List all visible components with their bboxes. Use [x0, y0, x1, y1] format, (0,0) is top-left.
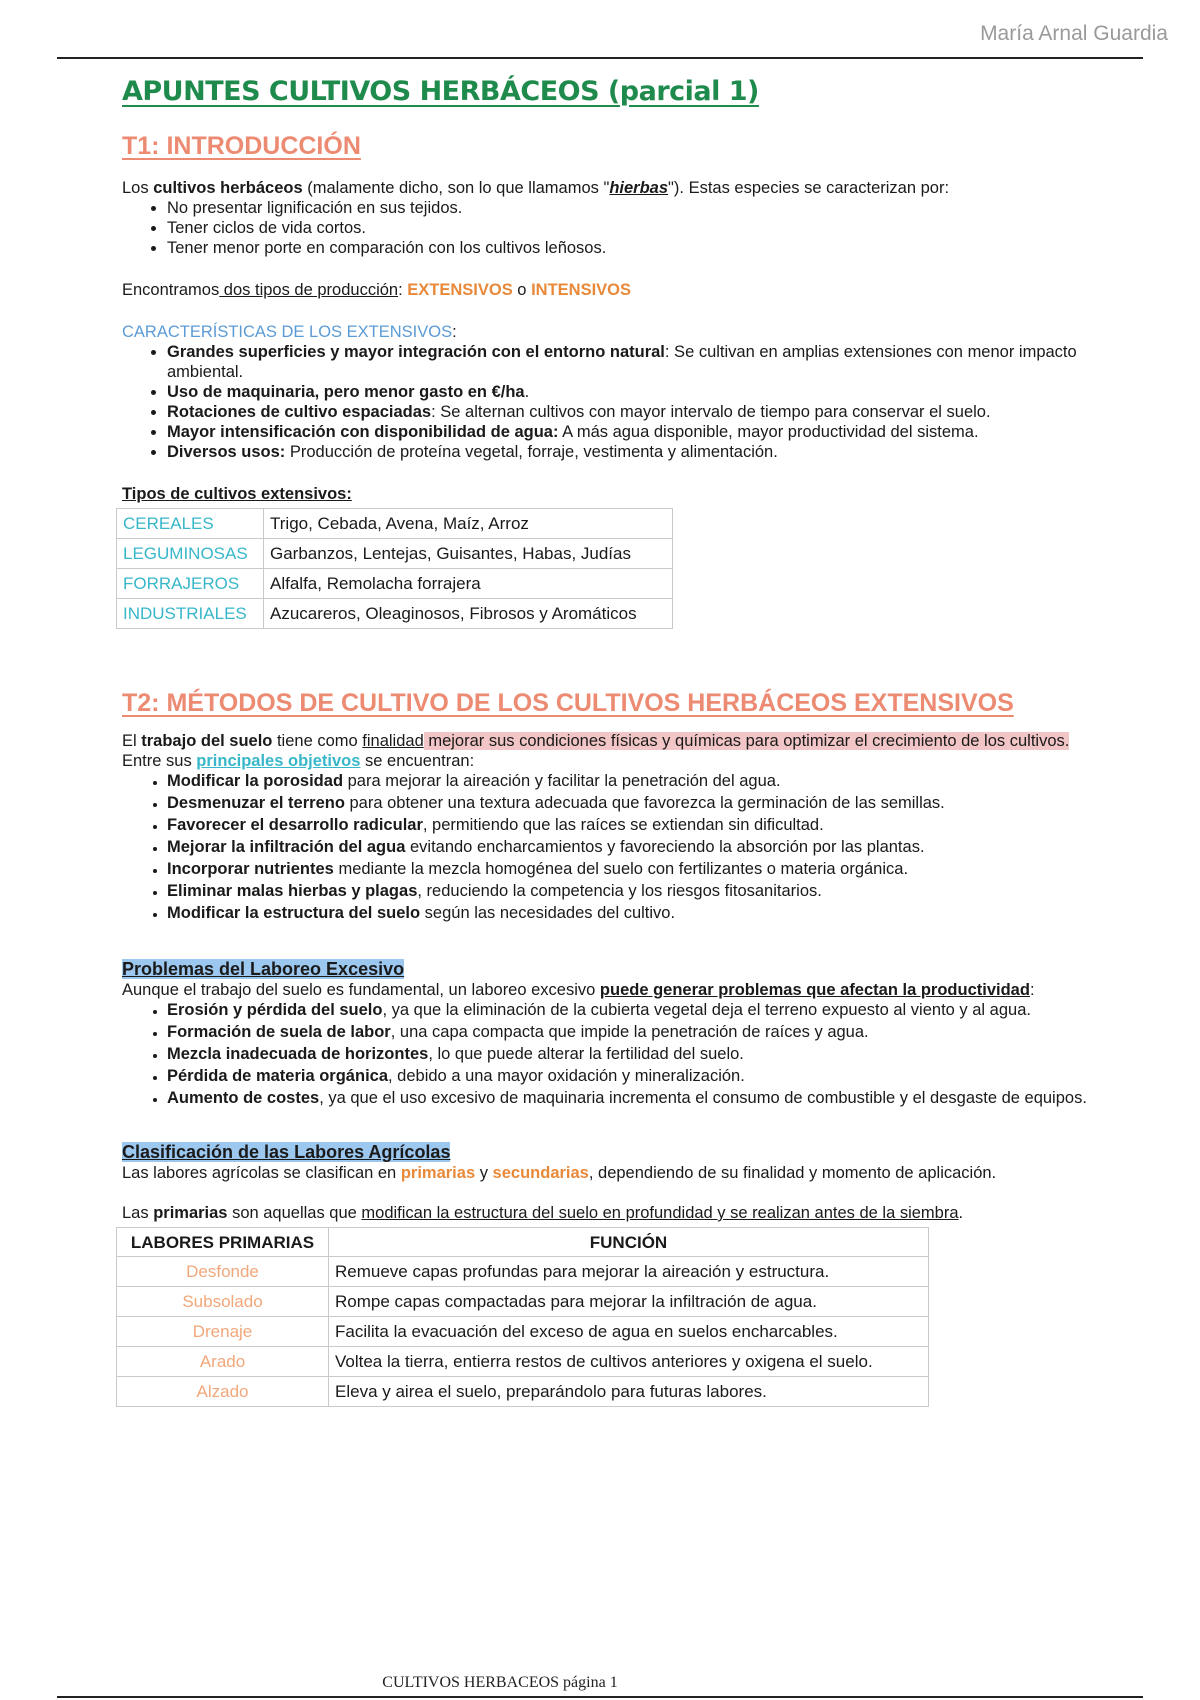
list-item: • Rotaciones de cultivo espaciadas: Se alternan cultivos con mayor intervalo de tiempo para conservar el suelo. [167, 402, 1152, 422]
table-row: FORRAJEROS Alfalfa, Remolacha forrajera [117, 569, 673, 599]
types-heading: Tipos de cultivos extensivos: [122, 485, 352, 503]
list-item: • Aumento de costes, ya que el uso excesivo de maquinaria incrementa el consumo de combustible y el desgaste de equipos. [167, 1088, 1152, 1108]
table-row: LEGUMINOSAS Garbanzos, Lentejas, Guisantes, Habas, Judías [117, 539, 673, 569]
problems-intro: Aunque el trabajo del suelo es fundamental, un laboreo excesivo puede generar problemas que afectan la productividad: [122, 981, 1035, 999]
list-item: • Erosión y pérdida del suelo, ya que la eliminación de la cubierta vegetal deja el terreno expuesto al viento y al agua. [167, 1000, 1152, 1020]
list-item: • Desmenuzar el terreno para obtener una textura adecuada que favorezca la germinación de las semillas. [167, 793, 1152, 813]
characteristics-list [122, 342, 1152, 462]
document-body [122, 70, 1152, 1407]
list-item: • Mezcla inadecuada de horizontes, lo que puede alterar la fertilidad del suelo. [167, 1044, 1152, 1064]
primarias-description: Las primarias son aquellas que modifican la estructura del suelo en profundidad y se realizan antes de la siembra. [122, 1204, 964, 1222]
objectives-intro: Entre sus principales objetivos se encuentran: [122, 752, 475, 770]
list-item: • Grandes superficies y mayor integración con el entorno natural: Se cultivan en amplias extensiones con menor impacto ambiental. [167, 342, 1152, 382]
characteristics-heading: CARACTERÍSTICAS DE LOS EXTENSIVOS: [122, 323, 457, 341]
table-row: INDUSTRIALES Azucareros, Oleaginosos, Fibrosos y Aromáticos [117, 599, 673, 629]
table-row: CEREALES Trigo, Cebada, Avena, Maíz, Arroz [117, 509, 673, 539]
table-row: Desfonde Remueve capas profundas para mejorar la aireación y estructura. [117, 1257, 929, 1287]
classification-heading: Clasificación de las Labores Agrícolas [122, 1142, 451, 1162]
problems-heading: Problemas del Laboreo Excesivo [122, 959, 405, 979]
production-types: Encontramos dos tipos de producción: EXTENSIVOS o INTENSIVOS [122, 281, 632, 299]
traits-list [122, 198, 1152, 258]
intensivos-label: INTENSIVOS [531, 281, 632, 299]
page-footer: CULTIVOS HERBACEOS página 1 [382, 1674, 618, 1691]
cultivos-herbaceos-term: cultivos herbáceos [153, 179, 303, 197]
list-item: • Mayor intensificación con disponibilidad de agua: A más agua disponible, mayor productividad del sistema. [167, 422, 1152, 442]
list-item: • Modificar la porosidad para mejorar la aireación y facilitar la penetración del agua. [167, 771, 1152, 791]
highlighted-goal: mejorar sus condiciones físicas y químicas para optimizar el crecimiento de los cultivos. [423, 732, 1070, 750]
document-title: APUNTES CULTIVOS HERBÁCEOS (parcial 1) [122, 76, 759, 107]
table-row: Arado Voltea la tierra, entierra restos de cultivos anteriores y oxigena el suelo. [117, 1347, 929, 1377]
list-item: • No presentar lignificación en sus tejidos. [167, 198, 1152, 218]
list-item: • Tener menor porte en comparación con los cultivos leñosos. [167, 238, 1152, 258]
list-item: • Mejorar la infiltración del agua evitando encharcamientos y favoreciendo la absorción por las plantas. [167, 837, 1152, 857]
extensivos-label: EXTENSIVOS [407, 281, 513, 299]
hierbas-term: hierbas [609, 179, 669, 197]
primary-labores-table [116, 1227, 929, 1407]
t2-intro: El trabajo del suelo tiene como finalidad mejorar sus condiciones físicas y químicas para optimizar el crecimiento de los cultivos. [122, 732, 1070, 750]
list-item: • Incorporar nutrientes mediante la mezcla homogénea del suelo con fertilizantes o materia orgánica. [167, 859, 1152, 879]
footer-rule [57, 1696, 1143, 1698]
objectives-list [122, 771, 1152, 923]
t1-intro: Los cultivos herbáceos (malamente dicho, son lo que llamamos "hierbas"). Estas especies se caracterizan por: [122, 179, 950, 197]
section-t2-heading: T2: MÉTODOS DE CULTIVO DE LOS CULTIVOS HERBÁCEOS EXTENSIVOS [122, 689, 1014, 717]
author-name: María Arnal Guardia [980, 22, 1168, 45]
list-item: • Formación de suela de labor, una capa compacta que impide la penetración de raíces y agua. [167, 1022, 1152, 1042]
list-item: • Diversos usos: Producción de proteína vegetal, forraje, vestimenta y alimentación. [167, 442, 1152, 462]
header-rule [57, 57, 1143, 59]
problems-list [122, 1000, 1152, 1108]
list-item: • Favorecer el desarrollo radicular, permitiendo que las raíces se extiendan sin dificultad. [167, 815, 1152, 835]
classification-intro: Las labores agrícolas se clasifican en primarias y secundarias, dependiendo de su finalidad y momento de aplicación. [122, 1164, 997, 1182]
list-item: • Eliminar malas hierbas y plagas, reduciendo la competencia y los riesgos fitosanitarios. [167, 881, 1152, 901]
table-row: Subsolado Rompe capas compactadas para mejorar la infiltración de agua. [117, 1287, 929, 1317]
principales-objetivos-link: principales objetivos [196, 752, 361, 770]
list-item: • Uso de maquinaria, pero menor gasto en €/ha. [167, 382, 1152, 402]
table-row: Drenaje Facilita la evacuación del exceso de agua en suelos encharcables. [117, 1317, 929, 1347]
table-header-row: LABORES PRIMARIAS FUNCIÓN [117, 1228, 929, 1257]
table-row: Alzado Eleva y airea el suelo, preparándolo para futuras labores. [117, 1377, 929, 1407]
extensive-types-table [116, 508, 673, 629]
list-item: • Pérdida de materia orgánica, debido a una mayor oxidación y mineralización. [167, 1066, 1152, 1086]
list-item: • Tener ciclos de vida cortos. [167, 218, 1152, 238]
list-item: • Modificar la estructura del suelo según las necesidades del cultivo. [167, 903, 1152, 923]
section-t1-heading: T1: INTRODUCCIÓN [122, 132, 361, 160]
